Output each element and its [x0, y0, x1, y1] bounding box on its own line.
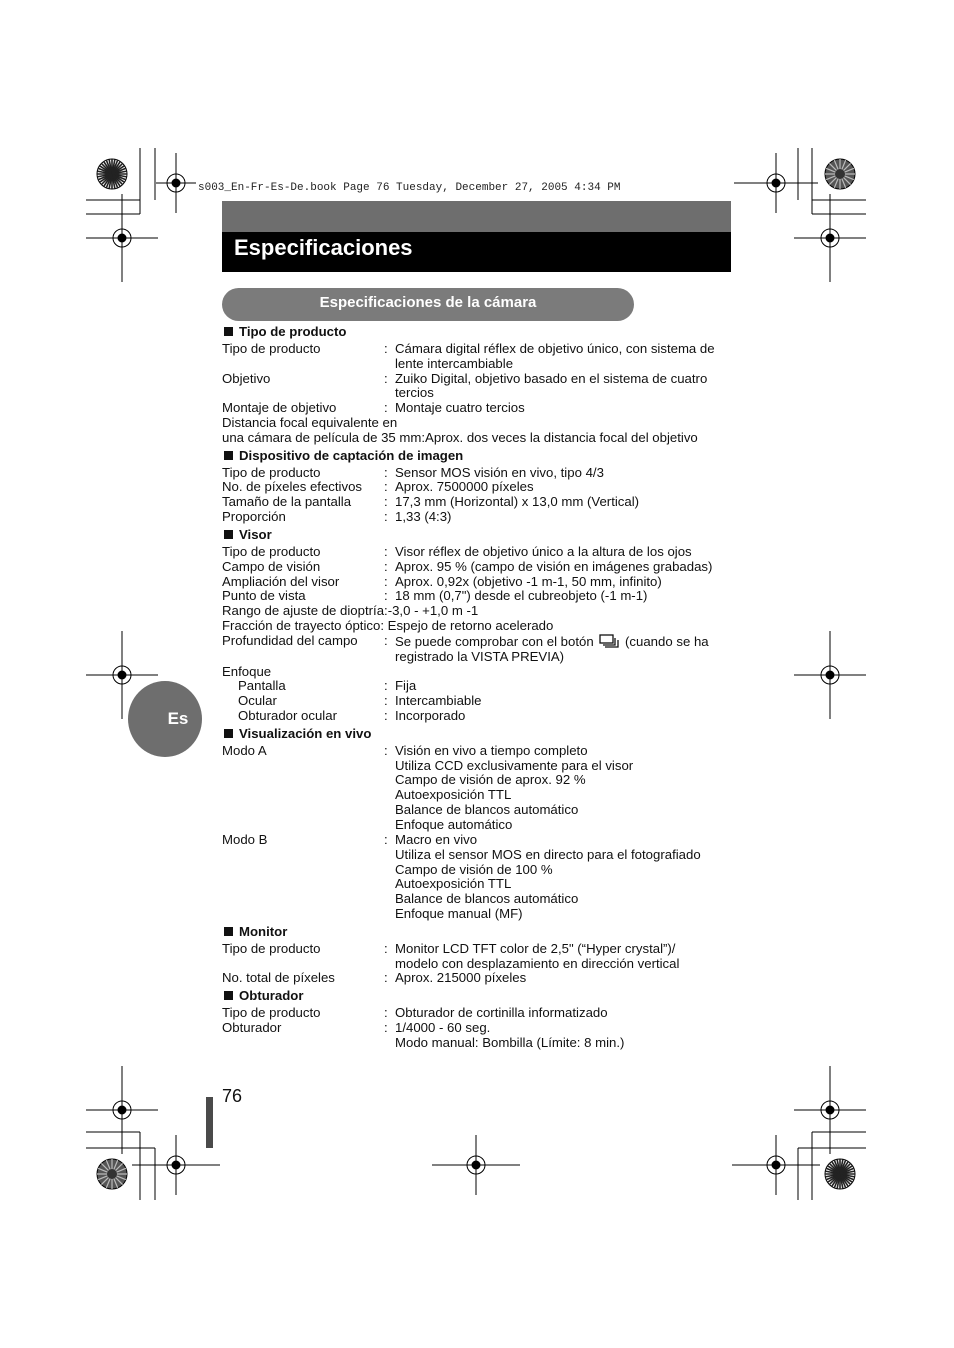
bullet-square-icon — [224, 451, 233, 460]
section-heading-tipo: Tipo de producto — [222, 325, 742, 340]
spec-row: Campo de visión : Aprox. 95 % (campo de visión en imágenes grabadas) — [222, 558, 713, 574]
page-number: 76 — [222, 1086, 243, 1106]
section-title: Especificaciones de la cámara — [319, 294, 537, 311]
spec-row-full: una cámara de película de 35 mm:Aprox. dos veces la distancia focal del objetivo — [222, 429, 698, 445]
page-edge-marker — [206, 1097, 213, 1148]
bullet-square-icon — [224, 327, 233, 336]
spec-row: Ampliación del visor : Aprox. 0,92x (objetivo -1 m-1, 50 mm, infinito) — [222, 573, 662, 589]
bullet-square-icon — [224, 729, 233, 738]
spec-row-full: Fracción de trayecto óptico: Espejo de retorno acelerado — [222, 618, 554, 634]
bullet-square-icon — [224, 991, 233, 1000]
spec-content — [222, 323, 742, 1051]
section-heading-visor: Visor — [222, 528, 742, 543]
spec-row: Tipo de producto : Cámara digital réflex de objetivo único, con sistema de lente intercambiable — [222, 340, 715, 371]
section-heading-obturador: Obturador — [222, 989, 742, 1004]
spec-row-full: Distancia focal equivalente en — [222, 415, 398, 431]
spec-row: Tipo de producto : Monitor LCD TFT color de 2,5" (“Hyper crystal”)/ modelo con desplazamiento en dirección vertical — [222, 940, 680, 971]
spec-row: Tipo de producto : Visor réflex de objetivo único a la altura de los ojos — [222, 543, 692, 559]
print-header-line: s003_En-Fr-Es-De.book Page 76 Tuesday, December 27, 2005 4:34 PM — [198, 182, 621, 194]
spec-row: Montaje de objetivo : Montaje cuatro tercios — [222, 400, 525, 416]
spec-row-full: Rango de ajuste de dioptría:-3,0 - +1,0 m -1 — [222, 603, 479, 619]
spec-row: Profundidad del campo : Se puede comprobar con el botón (cuando se ha registrado la VISTA PREVIA) — [222, 632, 709, 664]
bullet-square-icon — [224, 530, 233, 539]
section-heading-vivo: Visualización en vivo — [222, 727, 742, 742]
section-heading-monitor: Monitor — [222, 925, 742, 940]
bullet-square-icon — [224, 927, 233, 936]
spec-row: Pantalla : Fija — [238, 678, 417, 694]
spec-row-full: Enfoque — [222, 663, 272, 679]
spec-row: Obturador : 1/4000 - 60 seg. Modo manual: Bombilla (Límite: 8 min.) — [222, 1019, 625, 1050]
spec-row: Objetivo : Zuiko Digital, objetivo basado en el sistema de cuatro tercios — [222, 370, 708, 401]
title-bar-top — [222, 201, 731, 232]
spec-row: Ocular : Intercambiable — [238, 693, 482, 709]
spec-row: No. total de píxeles : Aprox. 215000 píxeles — [222, 970, 527, 986]
preview-button-icon — [599, 634, 619, 648]
section-heading-captacion: Dispositivo de captación de imagen — [222, 449, 742, 464]
spec-row: Tamaño de la pantalla : 17,3 mm (Horizontal) x 13,0 mm (Vertical) — [222, 494, 640, 510]
spec-row: Modo A : Visión en vivo a tiempo completo Utiliza CCD exclusivamente para el visor Campo de visión de aprox. 92 % Autoexposición TTL Balance de blancos automático Enfoque automático — [222, 742, 634, 832]
language-tab-label: Es — [167, 709, 189, 728]
spec-row: Tipo de producto : Obturador de cortinilla informatizado — [222, 1005, 608, 1021]
spec-row: Punto de vista : 18 mm (0,7") desde el cubreobjeto (-1 m-1) — [222, 588, 648, 604]
spec-row: Obturador ocular : Incorporado — [238, 708, 466, 724]
spec-row: Modo B : Macro en vivo Utiliza el sensor MOS en directo para el fotografiado Campo de visión de 100 % Autoexposición TTL Balance de blancos automático Enfoque manual (MF) — [222, 831, 701, 922]
page-title: Especificaciones — [234, 235, 413, 260]
spec-row: Tipo de producto : Sensor MOS visión en vivo, tipo 4/3 — [222, 464, 604, 480]
spec-row: No. de píxeles efectivos : Aprox. 7500000 píxeles — [222, 479, 534, 495]
spec-row: Proporción : 1,33 (4:3) — [222, 509, 452, 525]
